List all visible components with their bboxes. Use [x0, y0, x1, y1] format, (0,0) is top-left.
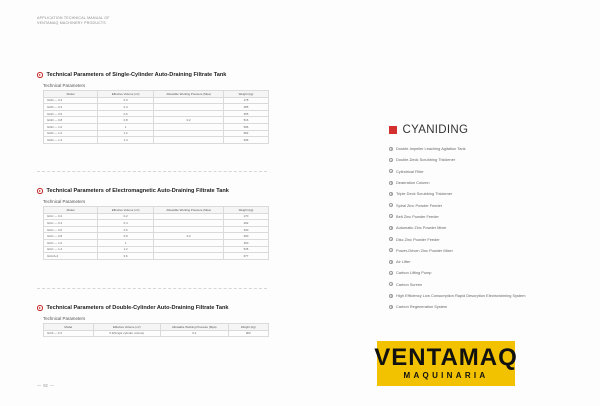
- list-item-label: Carbon Lifting Pump: [396, 270, 432, 276]
- ventamaq-logo: [374, 341, 518, 386]
- table-cell: 0.3: [98, 97, 154, 104]
- column-header: Allowable Working Pressure (Mpa): [154, 207, 224, 214]
- list-item-label: Disc Zinc Powder Feeder: [396, 236, 440, 242]
- table-cell: 936: [224, 137, 269, 144]
- list-item: [389, 154, 525, 165]
- section-title: [37, 305, 269, 311]
- section-subtitle: Technical Parameters: [43, 316, 86, 321]
- table-cell: GGD — 1.0: [44, 123, 98, 130]
- list-item: [389, 199, 525, 210]
- table-cell: 0.4: [98, 220, 154, 227]
- table-cell: [154, 97, 224, 104]
- list-item-label: Belt Zinc Powder Feeder: [396, 213, 439, 219]
- play-bullet-icon: [389, 248, 393, 252]
- play-bullet-icon: [389, 305, 393, 309]
- table-cell: GGD — 0.6: [44, 110, 98, 117]
- column-header: Weight (kg): [224, 207, 269, 214]
- table-cell: GGC — 0.2: [44, 213, 98, 220]
- table-cell: 1.4: [98, 137, 154, 144]
- table-cell: 516: [224, 117, 269, 124]
- play-bullet-icon: [389, 237, 393, 241]
- table-cell: [154, 104, 224, 111]
- section-single-cylinder: [37, 72, 269, 144]
- table-cell: 0.3(Single cylinder volume): [93, 330, 161, 337]
- table-cell: GGC — 0.8: [44, 233, 98, 240]
- table-cell: 1.2: [98, 130, 154, 137]
- table-cell: 178: [224, 97, 269, 104]
- play-bullet-icon: [389, 226, 393, 230]
- table-row: [44, 220, 269, 227]
- table-row: [44, 137, 269, 144]
- column-header: Allowable Working Pressure (Mpa): [154, 91, 224, 98]
- section-title-text: Technical Parameters of Electromagnetic Auto-Draining Filtrate Tank: [46, 188, 229, 194]
- table-cell: 330: [224, 226, 269, 233]
- section-double-cylinder: [37, 305, 269, 337]
- table-cell: [154, 213, 224, 220]
- running-header-line2: VENTAMAQ MACHINERY PRODUCTS: [37, 20, 106, 25]
- table-row: [44, 104, 269, 111]
- play-bullet-icon: [389, 271, 393, 275]
- play-bullet-icon: [389, 214, 393, 218]
- table-cell: 677: [224, 253, 269, 260]
- page-number-value: 82: [43, 383, 48, 388]
- parameters-table: [43, 90, 269, 144]
- table-cell: [154, 239, 224, 246]
- table-cell: 545: [224, 246, 269, 253]
- parameters-table: [43, 323, 269, 337]
- table-row: [44, 117, 269, 124]
- table-cell: 285: [224, 104, 269, 111]
- product-list: [389, 143, 525, 312]
- table-cell: GGD — 0.4: [44, 104, 98, 111]
- table-row: [44, 246, 269, 253]
- list-item: [389, 143, 525, 154]
- table-cell: 596: [224, 123, 269, 130]
- running-header-line1: APPLICATION TECHNICAL MANUAL OF: [37, 16, 110, 20]
- list-item-label: Power-Driven Zinc Powder Mixer: [396, 247, 453, 253]
- list-item: [389, 222, 525, 233]
- column-header: Weight (kg): [224, 91, 269, 98]
- play-bullet-icon: [389, 203, 393, 207]
- red-square-icon: [389, 126, 397, 134]
- table-cell: [154, 110, 224, 117]
- list-item-label: High Efficiency Low Consumption Rapid Desorption Electrowinning System: [396, 293, 526, 298]
- table-cell: GGC — 0.4: [44, 220, 98, 227]
- table-cell: 900: [228, 330, 269, 337]
- list-item-label: Air Lifter: [396, 259, 411, 265]
- table-row: [44, 130, 269, 137]
- table-header-row: [44, 207, 269, 214]
- table-cell: [154, 253, 224, 260]
- table-cell: 390: [224, 233, 269, 240]
- play-bullet-icon: [389, 192, 393, 196]
- list-item-label: Double-Deck Scrubbing Thickener: [396, 157, 456, 163]
- play-bullet-icon: [389, 294, 393, 298]
- table-cell: [154, 130, 224, 137]
- list-item-label: Triple Deck Scrubbing Thickener: [396, 191, 453, 197]
- table-cell: 1: [98, 239, 154, 246]
- table-cell: GGD — 1.4: [44, 137, 98, 144]
- column-header: Weight (kg): [228, 324, 269, 331]
- table-cell: GGC — 1.0: [44, 239, 98, 246]
- list-item: [389, 256, 525, 267]
- play-bullet-icon: [389, 260, 393, 264]
- logo-tagline: MAQUINARIA: [403, 371, 489, 380]
- play-bullet-icon: [389, 282, 393, 286]
- table-row: [44, 226, 269, 233]
- cyaniding-title: CYANIDING: [402, 124, 469, 136]
- table-row: [44, 233, 269, 240]
- column-header: Allowable Working Pressure (Mpa): [161, 324, 229, 331]
- table-cell: [154, 123, 224, 130]
- table-cell: GGD — 0.8: [44, 117, 98, 124]
- play-bullet-icon: [37, 72, 43, 78]
- section-title: [37, 188, 269, 194]
- table-cell: GGC — 0.6: [44, 226, 98, 233]
- table-header-row: [44, 324, 269, 331]
- table-row: [44, 239, 269, 246]
- play-bullet-icon: [389, 158, 393, 162]
- list-item: [389, 301, 525, 312]
- list-item-label: Carbon Screen: [396, 281, 423, 287]
- play-bullet-icon: [37, 305, 43, 311]
- table-row: [44, 213, 269, 220]
- section-title-text: Technical Parameters of Double-Cylinder Auto-Draining Filtrate Tank: [46, 305, 229, 311]
- list-item-label: Automatic Zinc Powder Mixer: [396, 225, 447, 231]
- table-cell: 355: [224, 110, 269, 117]
- table-cell: GGS — 0.3: [44, 330, 94, 337]
- column-header: Effective Volume (m³): [98, 207, 154, 214]
- table-row: [44, 330, 269, 337]
- cyaniding-heading: [389, 124, 468, 136]
- table-cell: GGCA-4: [44, 253, 98, 260]
- table-cell: 0.2: [161, 330, 229, 337]
- table-cell: 1.2: [98, 246, 154, 253]
- section-title: [37, 72, 269, 78]
- table-row: [44, 253, 269, 260]
- play-bullet-icon: [389, 147, 393, 151]
- column-header: Effective Volume (m³): [98, 91, 154, 98]
- section-subtitle: Technical Parameters: [43, 199, 86, 204]
- table-cell: 1: [98, 123, 154, 130]
- section-subtitle: Technical Parameters: [43, 83, 86, 88]
- section-electromagnetic: [37, 188, 269, 260]
- list-item-label: Spiral Zinc Powder Feeder: [396, 202, 443, 208]
- list-item-label: Cylindrical Filter: [396, 168, 424, 174]
- play-bullet-icon: [37, 188, 43, 194]
- list-item: [389, 290, 525, 301]
- section-divider: [37, 288, 267, 289]
- column-header: Effective Volume (m³): [93, 324, 161, 331]
- list-item: [389, 233, 525, 244]
- table-header-row: [44, 91, 269, 98]
- parameters-table: [43, 206, 269, 260]
- table-cell: 0.8: [98, 233, 154, 240]
- table-cell: 292: [224, 220, 269, 227]
- list-item: [389, 245, 525, 256]
- list-item: [389, 279, 525, 290]
- table-cell: 0.6: [98, 226, 154, 233]
- table-cell: [154, 137, 224, 144]
- section-title-text: Technical Parameters of Single-Cylinder Auto-Draining Filtrate Tank: [46, 72, 227, 78]
- table-cell: 460: [224, 239, 269, 246]
- table-cell: GGD — 1.2: [44, 130, 98, 137]
- table-cell: [154, 226, 224, 233]
- table-cell: 0.2: [154, 117, 224, 124]
- column-header: Model: [44, 91, 98, 98]
- running-header: [37, 16, 110, 25]
- table-cell: 0.4: [98, 104, 154, 111]
- column-header: Model: [44, 324, 94, 331]
- column-header: Model: [44, 207, 98, 214]
- list-item-label: Double-Impeller Leaching Agitation Tank: [396, 146, 466, 152]
- table-cell: 0.8: [98, 117, 154, 124]
- list-item: [389, 267, 525, 278]
- list-item: [389, 211, 525, 222]
- table-cell: 0.2: [154, 233, 224, 240]
- table-row: [44, 97, 269, 104]
- logo-wordmark: VENTAMAQ: [374, 344, 518, 371]
- list-item: [389, 188, 525, 199]
- table-row: [44, 110, 269, 117]
- table-cell: 3.6: [98, 253, 154, 260]
- table-cell: GGC — 1.2: [44, 246, 98, 253]
- page-number: — 82 —: [37, 383, 55, 388]
- table-cell: 0.6: [98, 110, 154, 117]
- table-cell: 170: [224, 213, 269, 220]
- list-item-label: Deaeration Column: [396, 180, 430, 186]
- section-divider: [37, 171, 267, 172]
- play-bullet-icon: [389, 169, 393, 173]
- table-cell: [154, 220, 224, 227]
- table-cell: GGD — 0.3: [44, 97, 98, 104]
- list-item: [389, 166, 525, 177]
- table-cell: [154, 246, 224, 253]
- table-cell: 0.2: [98, 213, 154, 220]
- table-row: [44, 123, 269, 130]
- table-cell: 682: [224, 130, 269, 137]
- list-item-label: Carbon Regeneration System: [396, 304, 448, 310]
- play-bullet-icon: [389, 181, 393, 185]
- list-item: [389, 177, 525, 188]
